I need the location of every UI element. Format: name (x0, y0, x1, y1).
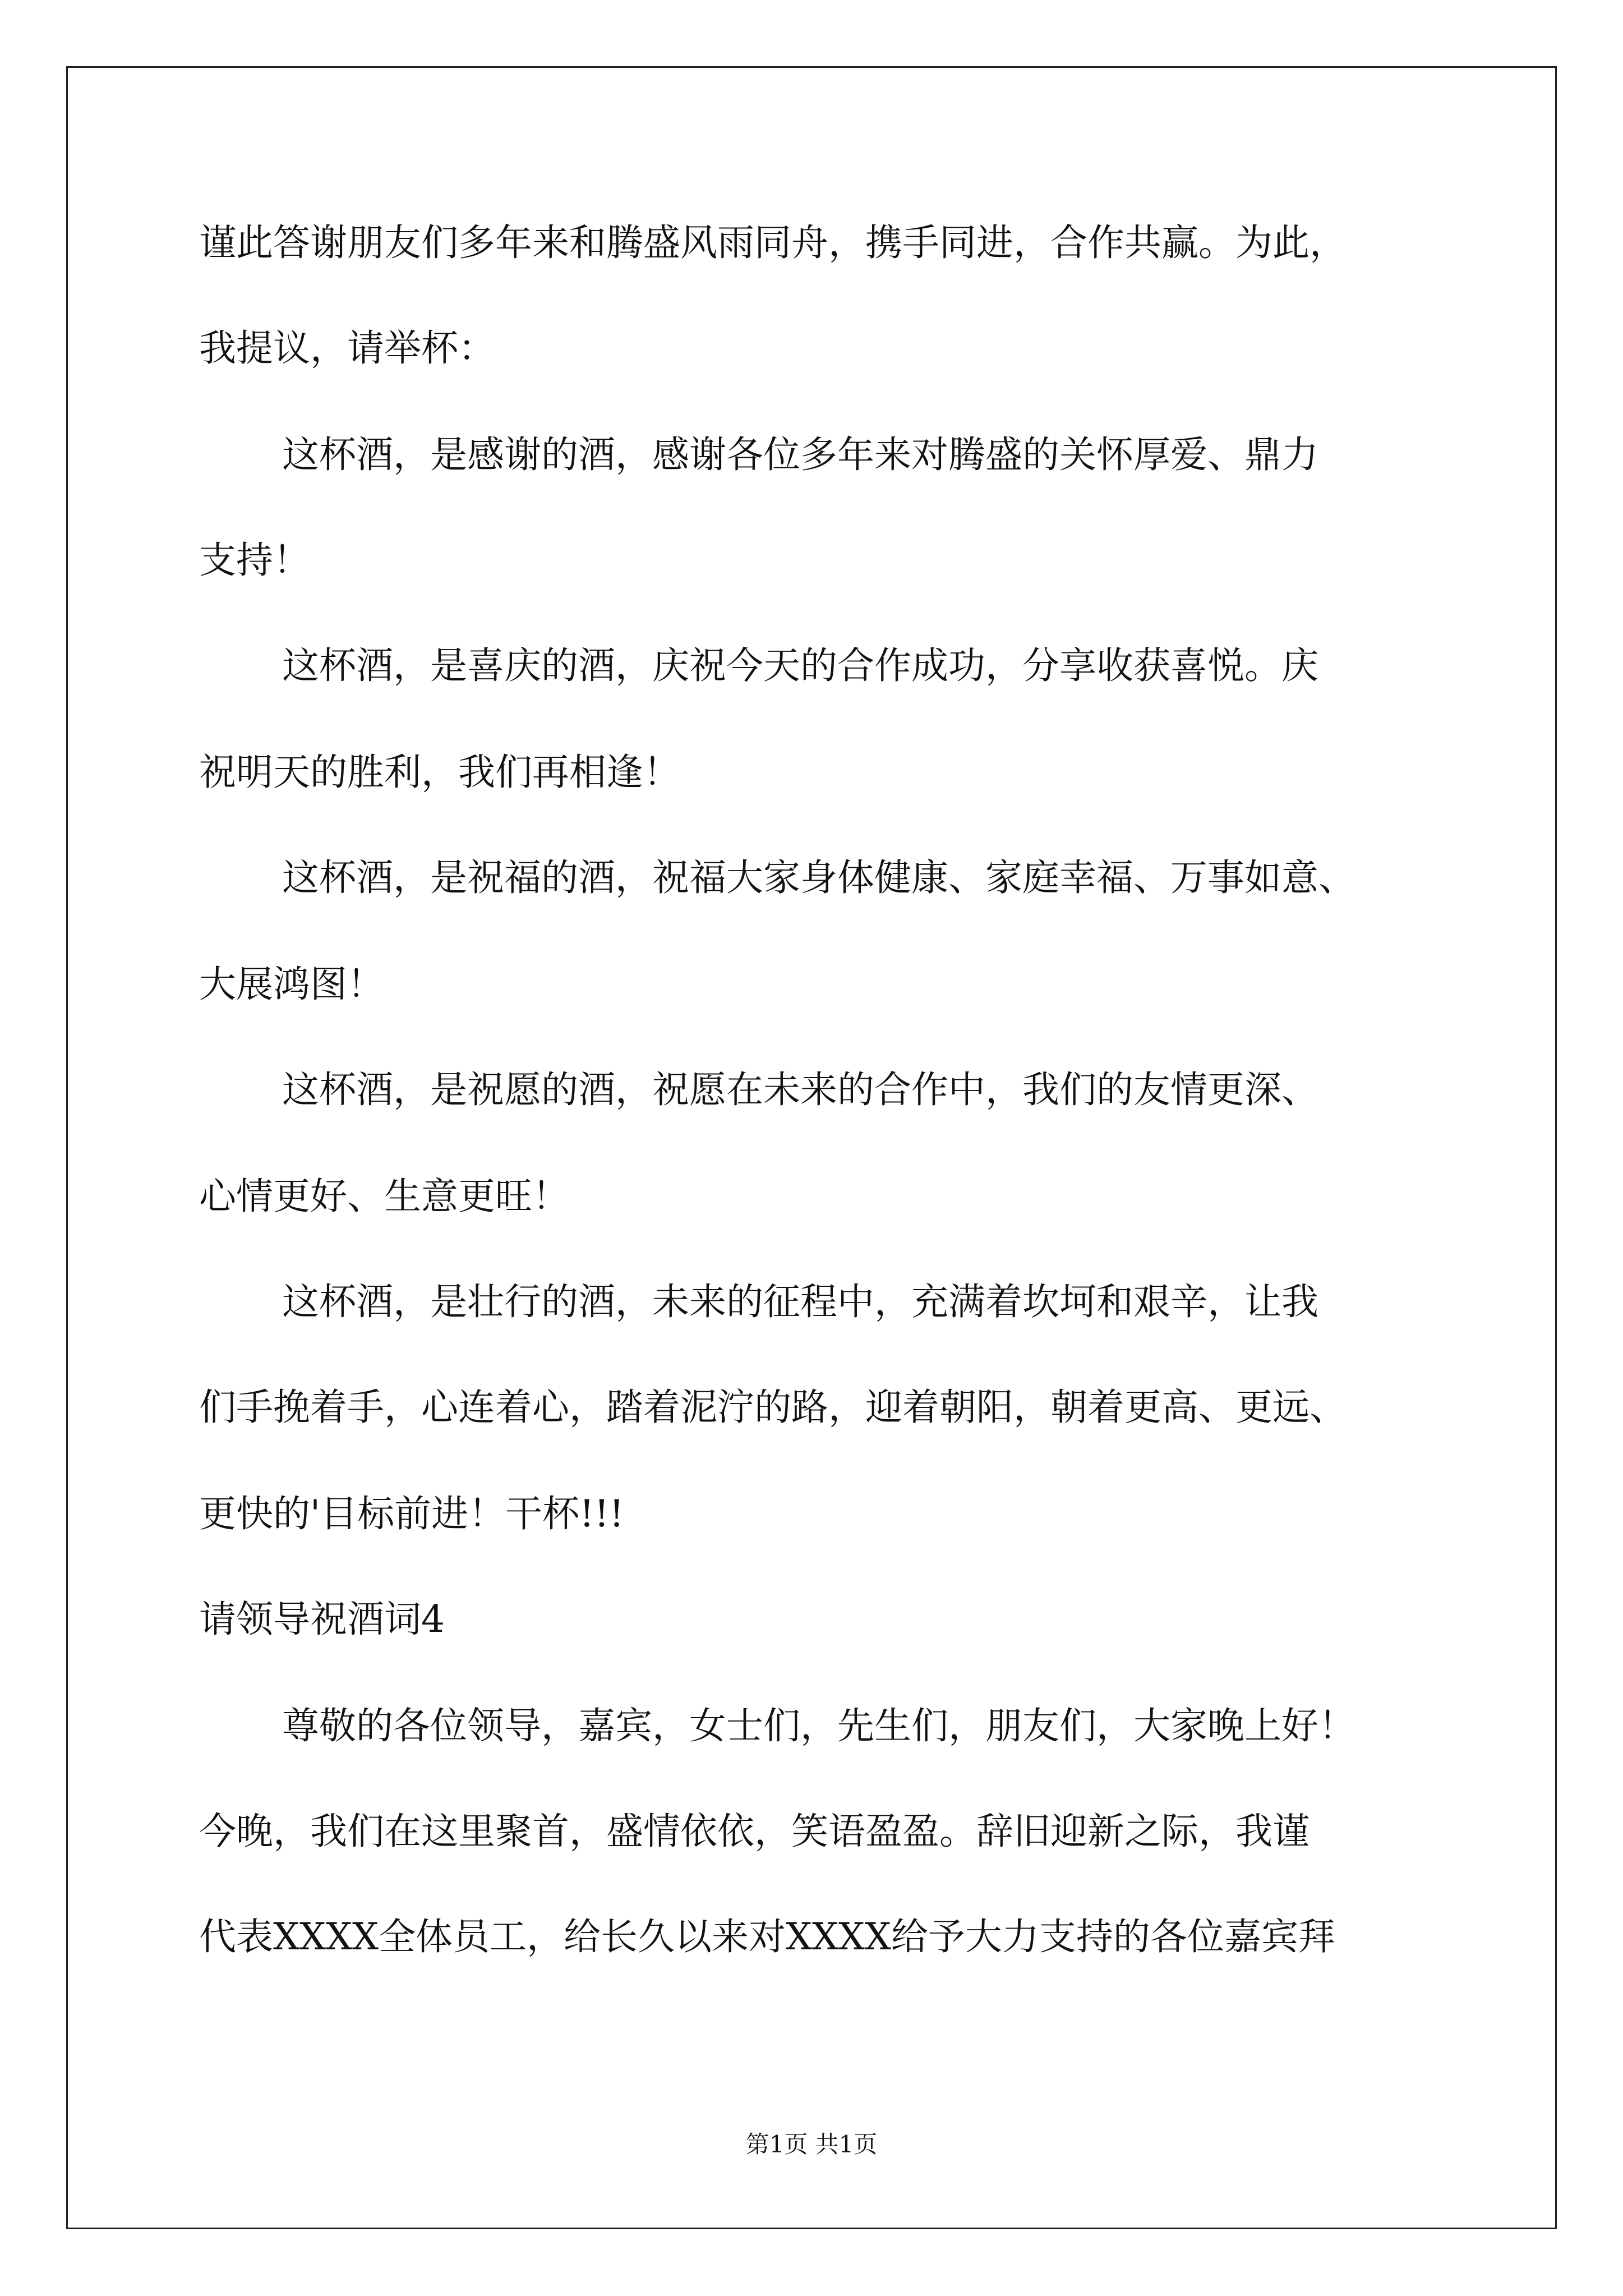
paragraph-line: 这杯酒，是喜庆的酒，庆祝今天的合作成功，分享收获喜悦。庆 (282, 644, 1318, 687)
paragraph-line: 今晚，我们在这里聚首，盛情依依，笑语盈盈。辞旧迎新之际，我谨 (199, 1810, 1310, 1853)
paragraph-line: 这杯酒，是祝福的酒，祝福大家身体健康、家庭幸福、万事如意、 (282, 856, 1355, 899)
paragraph-line: 心情更好、生意更旺！ (199, 1175, 569, 1218)
paragraph-line: 们手挽着手，心连着心，踏着泥泞的路，迎着朝阳，朝着更高、更远、 (199, 1386, 1347, 1429)
paragraph-line: 大展鸿图！ (199, 963, 384, 1006)
paragraph-line: 更快的'目标前进！干杯!!! (199, 1492, 624, 1535)
page-footer: 第1页 共1页 (745, 2131, 878, 2158)
section-heading: 请领导祝酒词4 (199, 1598, 445, 1641)
paragraph-line: 代表XXXX全体员工，给长久以来对XXXX给予大力支持的各位嘉宾拜 (199, 1915, 1335, 1958)
paragraph-line: 这杯酒，是壮行的酒，未来的征程中，充满着坎坷和艰辛，让我 (282, 1280, 1318, 1323)
paragraph-line: 这杯酒，是祝愿的酒，祝愿在未来的合作中，我们的友情更深、 (282, 1068, 1318, 1111)
paragraph-line: 谨此答谢朋友们多年来和腾盛风雨同舟，携手同进，合作共赢。为此， (199, 221, 1347, 264)
page-border (66, 66, 1557, 2229)
paragraph-line: 我提议，请举杯： (199, 326, 495, 370)
paragraph-line: 祝明天的胜利，我们再相逢！ (199, 751, 680, 794)
paragraph-line: 这杯酒，是感谢的酒，感谢各位多年来对腾盛的关怀厚爱、鼎力 (282, 433, 1318, 476)
paragraph-line: 尊敬的各位领导，嘉宾，女士们，先生们，朋友们，大家晚上好！ (282, 1704, 1355, 1747)
paragraph-line: 支持！ (199, 539, 310, 582)
